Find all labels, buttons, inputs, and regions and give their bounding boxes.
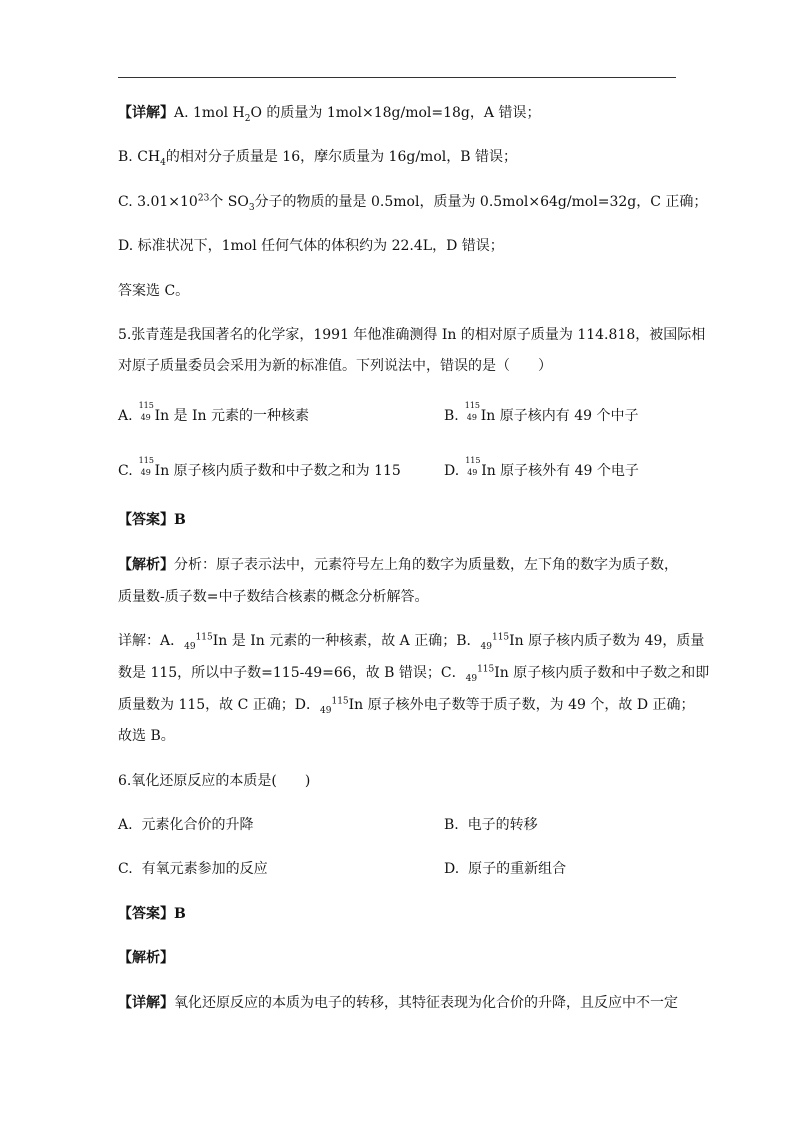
q5-analysis-line1: 【解析】分析：原子表示法中，元素符号左上角的数字为质量数，左下角的数字为质子数， bbox=[118, 557, 678, 573]
detail1-line-c: C. $3.01\times 10^{23}$个 $SO_3$分子的物质的量是 0.5mol，质量为 0.5mol×64g/mol=32g，C 正确； bbox=[118, 193, 708, 213]
q5-option-c[interactable]: C. 115 49 In 原子核内质子数和中子数之和为 115 bbox=[118, 456, 401, 479]
q5-detail-line2: 数是 115，所以中子数=115-49=66，故 B 错误；C．$_{49}^{115}$In 原子核内质子数和中子数之和即 bbox=[118, 664, 710, 684]
q6-option-b[interactable]: B. 电子的转移 bbox=[444, 817, 538, 833]
q5-option-d[interactable]: D. 115 49 In 原子核外有 49 个电子 bbox=[444, 456, 639, 479]
q6-analysis-heading: 【解析】 bbox=[118, 950, 174, 966]
nuclide-symbol: 115 49 bbox=[464, 401, 481, 422]
detail-heading: 【详解】 bbox=[118, 105, 174, 121]
q5-stem-line1: 5.张青莲是我国著名的化学家，1991 年他准确测得 In 的相对原子质量为 114.818，被国际相 bbox=[118, 327, 706, 343]
nuclide-symbol: 115 49 bbox=[138, 401, 154, 422]
q5-answer: 【答案】B bbox=[118, 512, 186, 528]
q6-answer: 【答案】B bbox=[118, 906, 186, 922]
detail1-line-b: B. $CH_4$的相对分子质量是 16，摩尔质量为 16g/mol，B 错误； bbox=[118, 149, 517, 168]
detail1-conclusion: 答案选 C。 bbox=[118, 283, 190, 299]
q5-detail-line3: 质量数为 115，故 C 正确；D．$_{49}^{115}$In 原子核外电子数等于质子数，为 49 个，故 D 正确； bbox=[118, 696, 695, 716]
q6-option-a[interactable]: A. 元素化合价的升降 bbox=[118, 817, 254, 833]
nuclide-symbol: 115 49 bbox=[138, 456, 154, 477]
q5-analysis-line2: 质量数-质子数=中子数结合核素的概念分析解答。 bbox=[118, 589, 429, 605]
q5-option-b[interactable]: B. 115 49 In 原子核内有 49 个中子 bbox=[444, 401, 639, 424]
q5-detail-line4: 故选 B。 bbox=[118, 728, 175, 744]
q6-option-c[interactable]: C. 有氧元素参加的反应 bbox=[118, 861, 268, 877]
q6-option-d[interactable]: D. 原子的重新组合 bbox=[444, 861, 567, 877]
q5-option-a[interactable]: A. 115 49 In 是 In 元素的一种核素 bbox=[118, 401, 310, 424]
detail1-line-d: D. 标准状况下，1mol 任何气体的体积约为 22.4L，D 错误； bbox=[118, 238, 504, 254]
q6-detail: 【详解】氧化还原反应的本质为电子的转移，其特征表现为化合价的升降，且反应中不一定 bbox=[118, 995, 678, 1011]
q6-stem: 6.氧化还原反应的本质是( ) bbox=[118, 773, 311, 789]
detail1-line-a: 【详解】A. 1mol $H_2O$ 的质量为 1mol×18g/mol=18g，A 错误； bbox=[118, 105, 541, 124]
q5-detail-line1: 详解：A．$_{49}^{115}$In 是 In 元素的一种核素，故 A 正确；B．$_{49}^{115}$In 原子核内质子数为 49，质量 bbox=[118, 632, 705, 652]
header-rule bbox=[118, 77, 676, 78]
nuclide-symbol: 115 49 bbox=[465, 456, 481, 477]
q5-stem-line2: 对原子质量委员会采用为新的标准值。下列说法中，错误的是（ ） bbox=[118, 358, 552, 374]
